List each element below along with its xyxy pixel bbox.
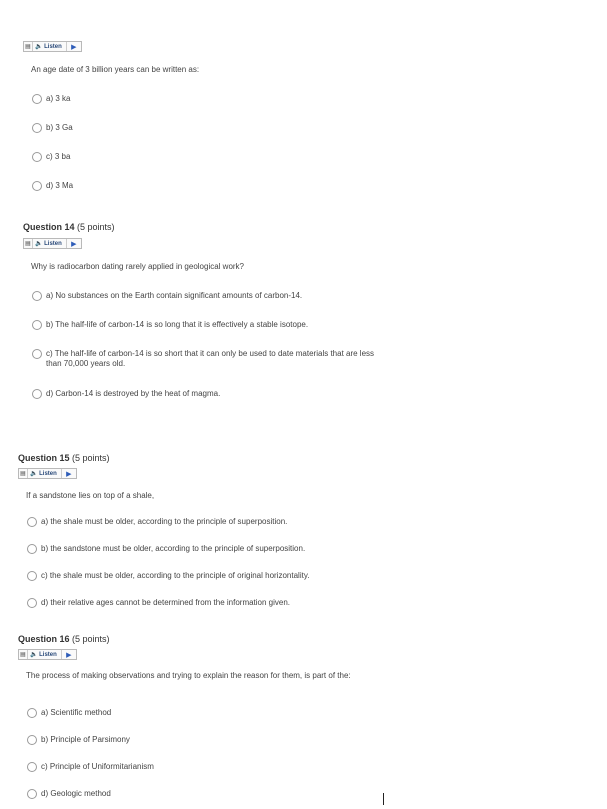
option-label: a) Scientific method bbox=[41, 708, 112, 717]
option-label: d) Carbon-14 is destroyed by the heat of magma. bbox=[46, 389, 221, 398]
question-points: (5 points) bbox=[72, 634, 110, 644]
answer-option[interactable] bbox=[27, 735, 130, 745]
listen-label: Listen bbox=[39, 470, 57, 477]
option-label: b) 3 Ga bbox=[46, 123, 73, 132]
text-cursor bbox=[383, 793, 384, 805]
play-icon[interactable]: ▶ bbox=[66, 470, 72, 478]
play-icon[interactable]: ▶ bbox=[71, 240, 77, 248]
option-label: b) the sandstone must be older, according to the principle of superposition. bbox=[41, 544, 306, 553]
play-icon[interactable]: ▶ bbox=[66, 651, 72, 659]
menu-icon[interactable]: ▤ bbox=[19, 650, 28, 659]
answer-option[interactable] bbox=[32, 94, 70, 104]
answer-option[interactable] bbox=[32, 181, 73, 191]
radio-button[interactable] bbox=[27, 708, 37, 718]
listen-label: Listen bbox=[39, 651, 57, 658]
option-label: b) Principle of Parsimony bbox=[41, 735, 130, 744]
answer-option[interactable] bbox=[27, 571, 309, 581]
radio-button[interactable] bbox=[32, 152, 42, 162]
answer-option[interactable] bbox=[27, 789, 111, 799]
radio-button[interactable] bbox=[27, 598, 37, 608]
answer-option[interactable] bbox=[27, 517, 287, 527]
answer-option[interactable] bbox=[32, 152, 70, 162]
question-number: Question 14 bbox=[23, 222, 75, 232]
question-title bbox=[18, 634, 110, 644]
radio-button[interactable] bbox=[27, 544, 37, 554]
question-prompt: Why is radiocarbon dating rarely applied in geological work? bbox=[31, 262, 245, 271]
option-label: a) No substances on the Earth contain significant amounts of carbon-14. bbox=[46, 291, 303, 300]
option-label: a) the shale must be older, according to the principle of superposition. bbox=[41, 517, 288, 526]
option-label: a) 3 ka bbox=[46, 94, 71, 103]
menu-icon[interactable]: ▤ bbox=[19, 469, 28, 478]
answer-option[interactable] bbox=[27, 598, 290, 608]
answer-option[interactable] bbox=[27, 708, 111, 718]
question-prompt: If a sandstone lies on top of a shale, bbox=[26, 491, 155, 500]
radio-button[interactable] bbox=[27, 735, 37, 745]
listen-label: Listen bbox=[44, 240, 62, 247]
listen-widget[interactable] bbox=[23, 41, 82, 52]
question-prompt: An age date of 3 billion years can be written as: bbox=[31, 65, 200, 74]
radio-button[interactable] bbox=[32, 320, 42, 330]
answer-option[interactable] bbox=[27, 544, 305, 554]
listen-widget[interactable] bbox=[18, 468, 77, 479]
radio-button[interactable] bbox=[32, 389, 42, 399]
option-label: b) The half-life of carbon-14 is so long that it is effectively a stable isotope. bbox=[46, 320, 309, 329]
option-label: c) the shale must be older, according to the principle of original horizontality. bbox=[41, 571, 310, 580]
question-number: Question 15 bbox=[18, 453, 70, 463]
answer-option[interactable] bbox=[32, 123, 73, 133]
answer-option[interactable] bbox=[32, 349, 376, 369]
question-points: (5 points) bbox=[72, 453, 110, 463]
option-label: d) their relative ages cannot be determined from the information given. bbox=[41, 598, 291, 607]
listen-label: Listen bbox=[44, 43, 62, 50]
question-prompt: The process of making observations and trying to explain the reason for them, is part of the: bbox=[26, 671, 351, 680]
listen-button[interactable]: 🔈 Listen bbox=[28, 650, 62, 659]
radio-button[interactable] bbox=[27, 762, 37, 772]
menu-icon[interactable]: ▤ bbox=[24, 239, 33, 248]
radio-button[interactable] bbox=[27, 571, 37, 581]
option-label: d) Geologic method bbox=[41, 789, 111, 798]
radio-button[interactable] bbox=[32, 181, 42, 191]
answer-option[interactable] bbox=[32, 291, 302, 301]
play-icon[interactable]: ▶ bbox=[71, 43, 77, 51]
listen-widget[interactable] bbox=[23, 238, 82, 249]
listen-button[interactable]: 🔈 Listen bbox=[33, 239, 67, 248]
radio-button[interactable] bbox=[27, 517, 37, 527]
menu-icon[interactable]: ▤ bbox=[24, 42, 33, 51]
answer-option[interactable] bbox=[27, 762, 154, 772]
question-number: Question 16 bbox=[18, 634, 70, 644]
option-label: c) The half-life of carbon-14 is so short that it can only be used to date materials that are less than 70,000 years old. bbox=[46, 349, 375, 368]
radio-button[interactable] bbox=[32, 291, 42, 301]
question-title bbox=[23, 222, 115, 232]
radio-button[interactable] bbox=[32, 123, 42, 133]
question-points: (5 points) bbox=[77, 222, 115, 232]
listen-button[interactable]: 🔈 Listen bbox=[33, 42, 67, 51]
option-label: c) Principle of Uniformitarianism bbox=[41, 762, 154, 771]
listen-widget[interactable] bbox=[18, 649, 77, 660]
radio-button[interactable] bbox=[27, 789, 37, 799]
listen-button[interactable]: 🔈 Listen bbox=[28, 469, 62, 478]
option-label: d) 3 Ma bbox=[46, 181, 74, 190]
radio-button[interactable] bbox=[32, 349, 42, 359]
answer-option[interactable] bbox=[32, 389, 220, 399]
option-label: c) 3 ba bbox=[46, 152, 71, 161]
question-title bbox=[18, 453, 110, 463]
answer-option[interactable] bbox=[32, 320, 308, 330]
radio-button[interactable] bbox=[32, 94, 42, 104]
